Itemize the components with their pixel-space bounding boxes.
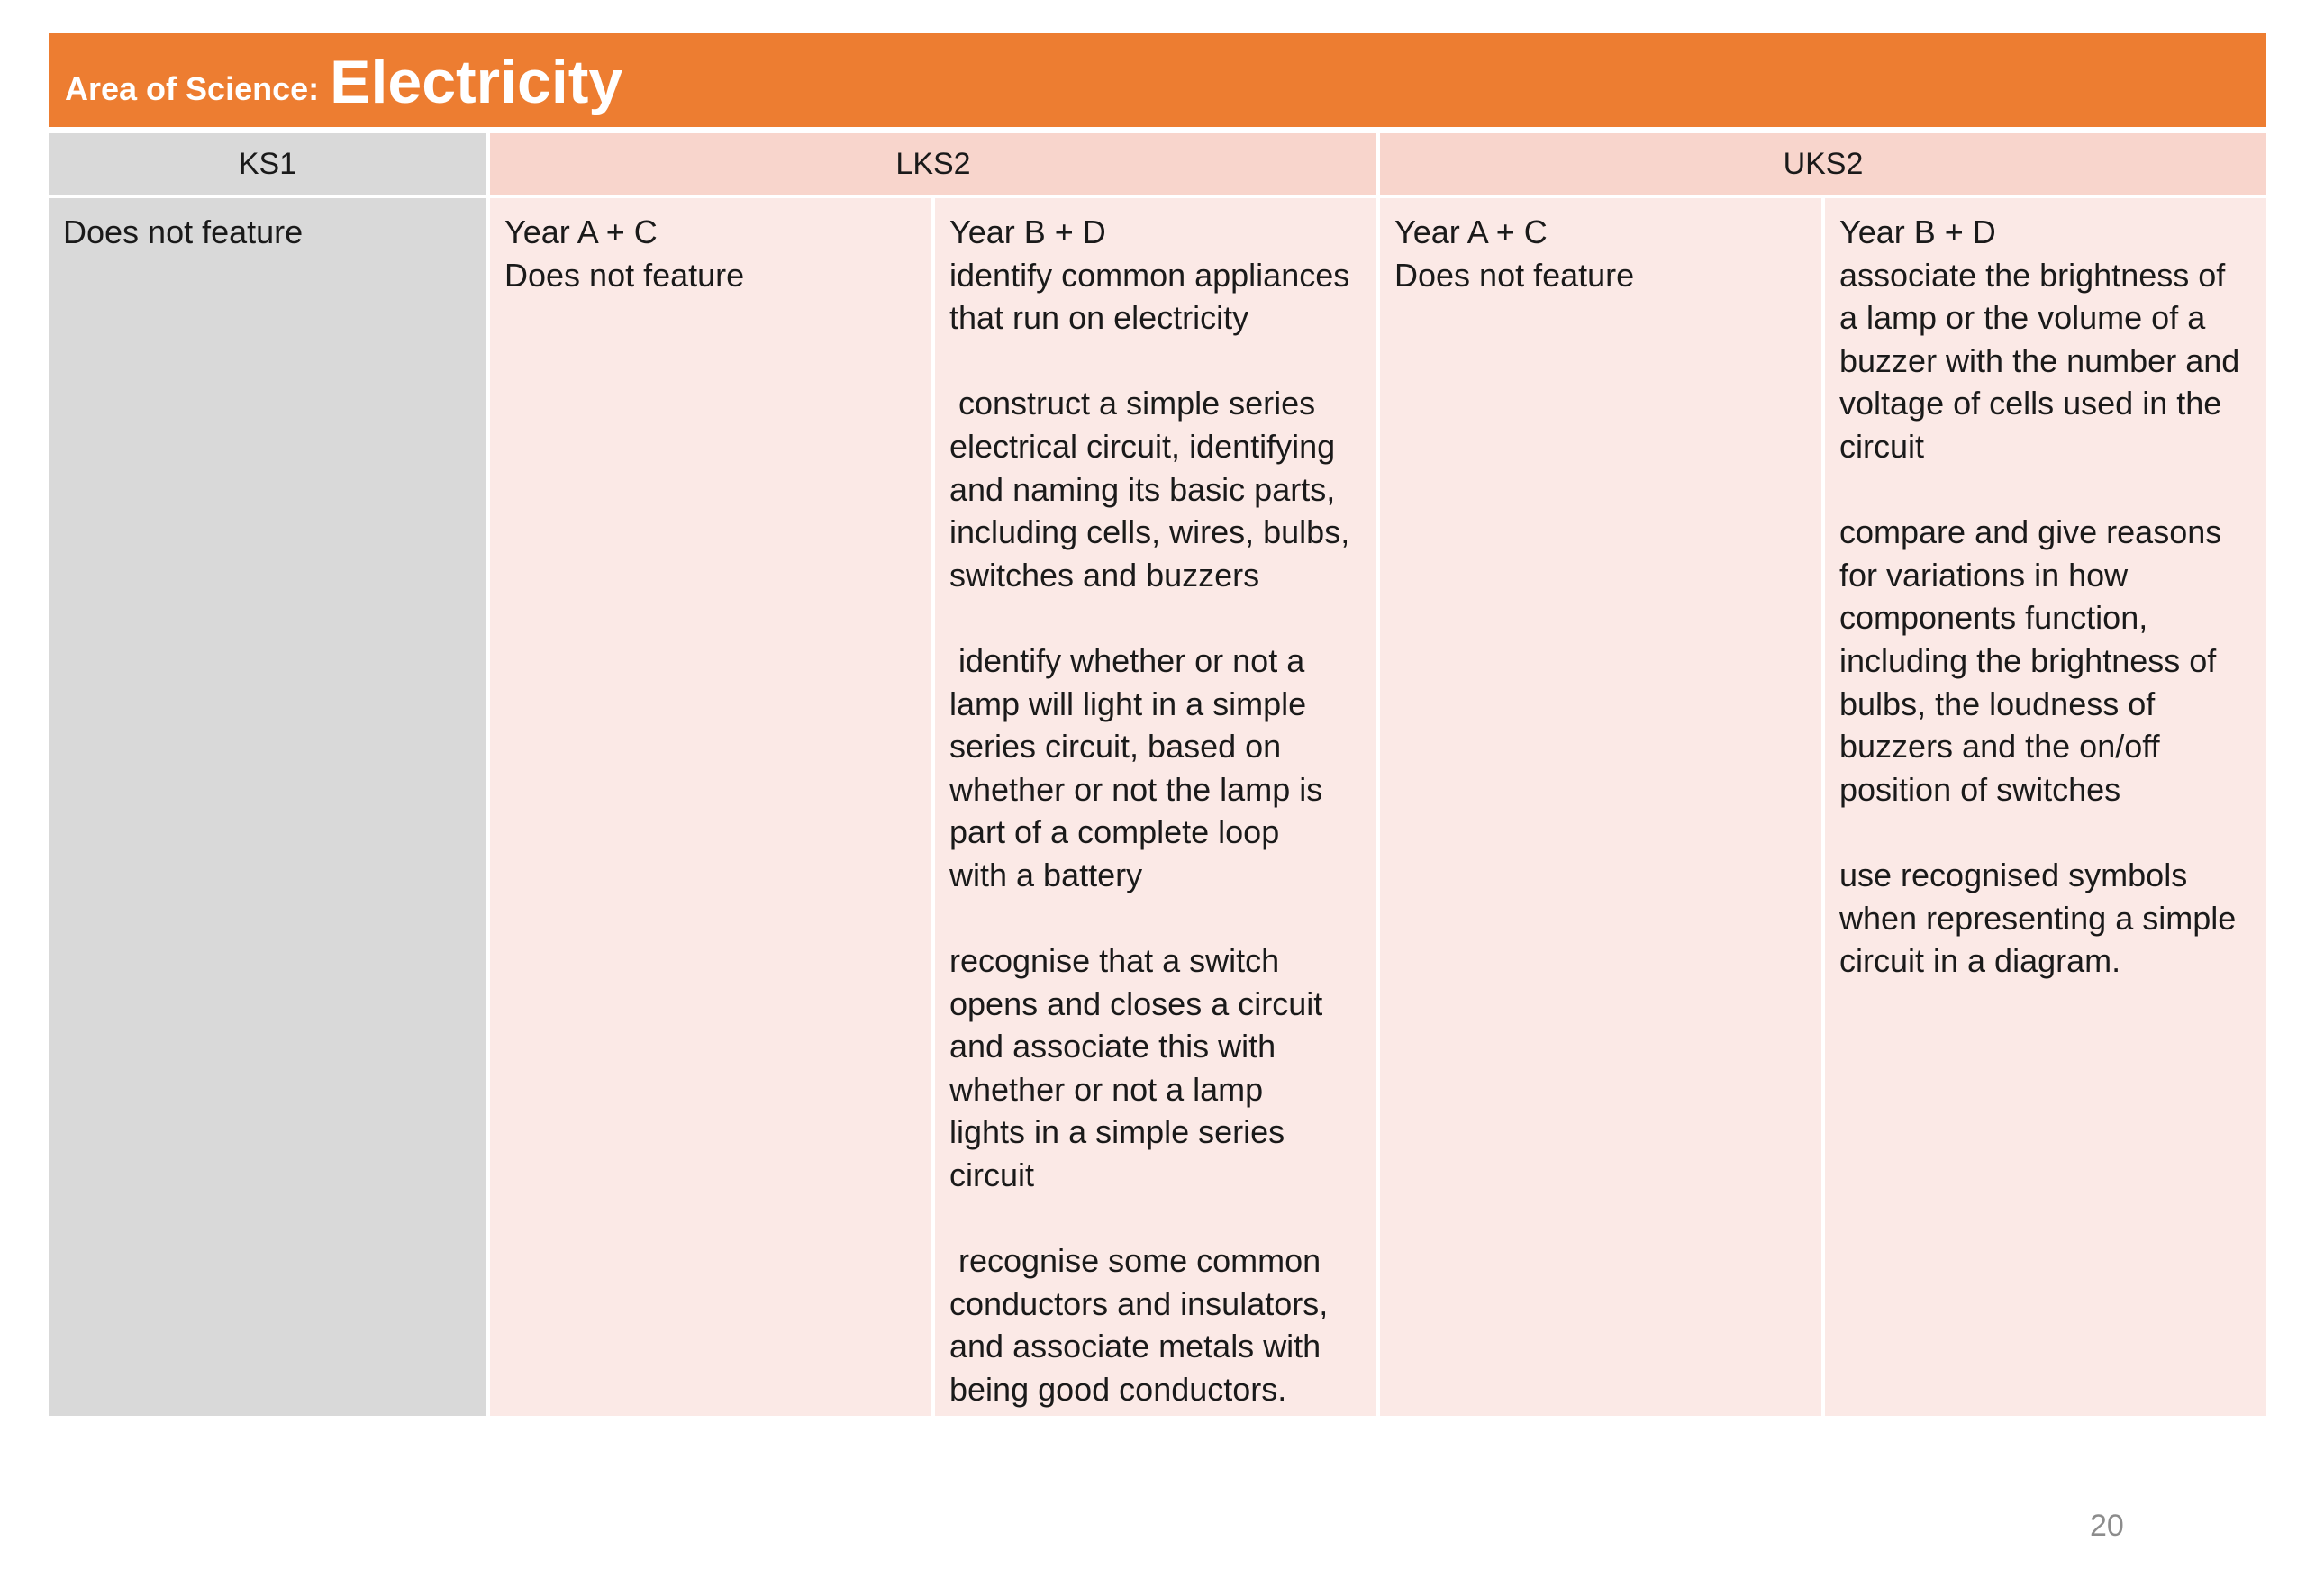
banner-prefix: Area of Science:: [65, 70, 320, 107]
text-line: associate the brightness of: [1839, 256, 2226, 294]
text-line: whether or not the lamp is: [949, 770, 1323, 808]
text-line: bulbs, the loudness of: [1839, 685, 2156, 722]
text-line: whether or not a lamp: [949, 1070, 1264, 1108]
cell-lks2-year-bd: [935, 198, 1380, 1416]
text-line: electrical circuit, identifying: [949, 427, 1336, 465]
text-line: compare and give reasons: [1839, 513, 2222, 551]
text-line: lamp will light in a simple: [949, 685, 1307, 722]
text-line: voltage of cells used in the: [1839, 385, 2222, 422]
cell-uks2-year-bd: [1825, 198, 2266, 1416]
lks2-ac-text: Does not feature: [504, 256, 745, 294]
lks2-bd-objective-5: [949, 1239, 1362, 1410]
text-line: with a battery: [949, 856, 1143, 893]
lks2-bd-objective-1: [949, 254, 1362, 340]
text-line: buzzer with the number and: [1839, 341, 2240, 379]
curriculum-table: [49, 133, 2266, 1416]
text-line: including cells, wires, bulbs,: [949, 513, 1350, 551]
uks2-ac-heading: Year A + C: [1394, 213, 1548, 250]
text-line: and associate metals with: [949, 1328, 1321, 1365]
text-line: buzzers and the on/off: [1839, 728, 2160, 766]
text-line: circuit in a diagram.: [1839, 942, 2121, 980]
lks2-ac-heading: Year A + C: [504, 213, 658, 250]
text-line: series circuit, based on: [949, 728, 1282, 766]
text-line: circuit: [1839, 427, 1925, 465]
text-line: components function,: [1839, 599, 2148, 637]
text-line: identify common appliances: [949, 256, 1350, 294]
lks2-bd-objective-2: [949, 382, 1362, 596]
text-line: recognise that a switch: [949, 942, 1280, 980]
uks2-bd-objective-2: [1839, 511, 2252, 811]
ks1-text: Does not feature: [63, 213, 304, 250]
text-line: identify whether or not a: [949, 641, 1305, 679]
text-line: conductors and insulators,: [949, 1284, 1329, 1322]
cell-lks2-year-ac: [490, 198, 935, 1416]
text-line: being good conductors.: [949, 1371, 1287, 1409]
text-line: use recognised symbols: [1839, 856, 2188, 893]
text-line: construct a simple series: [949, 385, 1316, 422]
text-line: opens and closes a circuit: [949, 984, 1323, 1022]
page-title: Electricity: [330, 48, 623, 116]
text-line: and naming its basic parts,: [949, 470, 1336, 508]
text-line: switches and buzzers: [949, 556, 1260, 594]
cell-uks2-year-ac: [1380, 198, 1825, 1416]
cell-ks1: [49, 198, 490, 1416]
text-line: a lamp or the volume of a: [1839, 299, 2206, 337]
text-line: that run on electricity: [949, 299, 1249, 337]
uks2-ac-text: Does not feature: [1394, 256, 1635, 294]
lks2-bd-objective-3: [949, 639, 1362, 897]
text-line: when representing a simple: [1839, 899, 2237, 937]
uks2-bd-objective-3: [1839, 854, 2252, 983]
text-line: lights in a simple series: [949, 1113, 1285, 1151]
uks2-bd-heading: Year B + D: [1839, 213, 1996, 250]
text-line: for variations in how: [1839, 556, 2129, 594]
uks2-bd-objective-1: [1839, 254, 2252, 468]
header-ks1: KS1: [49, 133, 490, 198]
text-line: part of a complete loop: [949, 813, 1280, 851]
lks2-bd-objective-4: [949, 939, 1362, 1197]
text-line: recognise some common: [949, 1242, 1321, 1280]
header-lks2: LKS2: [490, 133, 1380, 198]
lks2-bd-heading: Year B + D: [949, 213, 1106, 250]
text-line: including the brightness of: [1839, 641, 2217, 679]
text-line: and associate this with: [949, 1028, 1276, 1066]
header-uks2: UKS2: [1380, 133, 2266, 198]
page-number: 20: [2090, 1509, 2124, 1543]
title-banner: [49, 33, 2266, 127]
text-line: circuit: [949, 1156, 1035, 1194]
text-line: position of switches: [1839, 770, 2121, 808]
